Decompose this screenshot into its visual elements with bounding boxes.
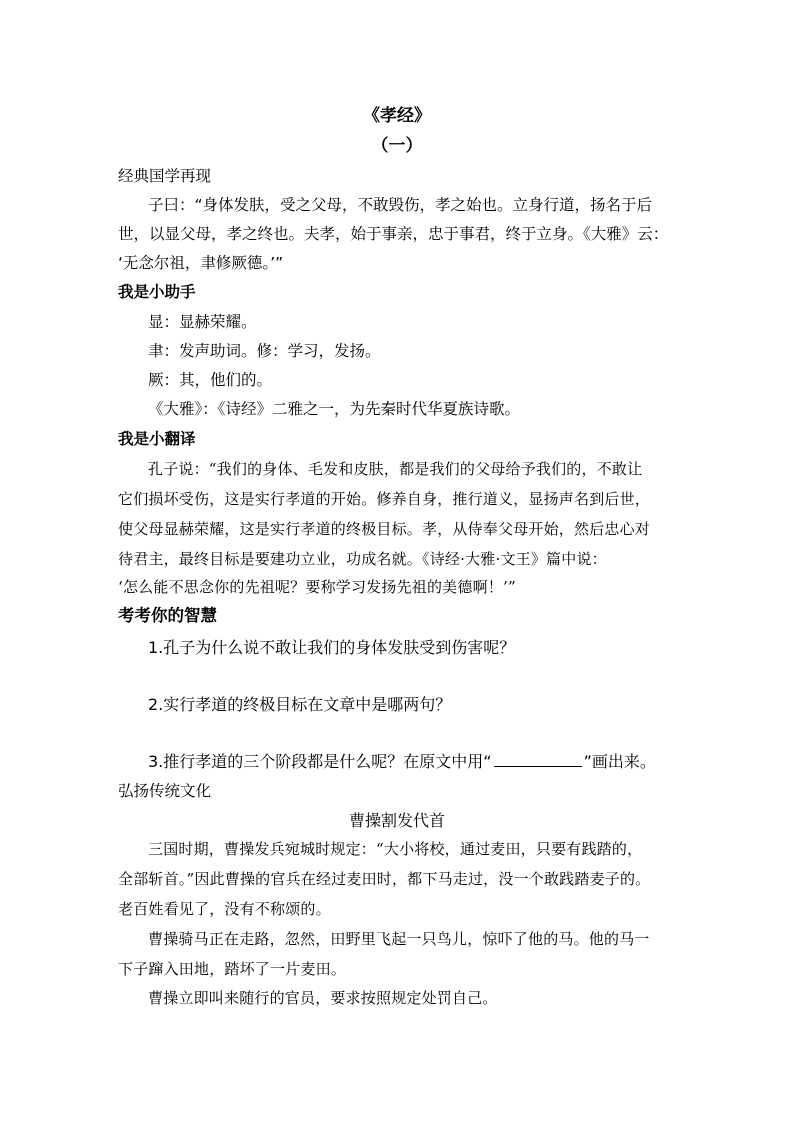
story-line: 三国时期，曹操发兵宛城时规定：“大小将校，通过麦田，只要有践踏的， bbox=[148, 840, 643, 858]
translation-line: 使父母显赫荣耀，这是实行孝道的终极目标。孝，从侍奉父母开始，然后忠心对 bbox=[118, 520, 651, 538]
story-line: 曹操骑马正在走路，忽然，田野里飞起一只鸟儿，惊吓了他的马。他的马一 bbox=[148, 930, 650, 948]
answer-blank[interactable] bbox=[494, 752, 582, 767]
section-heading-translation: 我是小翻译 bbox=[118, 430, 196, 448]
annotation-item: 聿：发声助词。修：学习，发扬。 bbox=[148, 342, 381, 360]
story-line: 下子蹿入田地，踏坏了一片麦田。 bbox=[118, 960, 347, 978]
story-line: 全部斩首。”因此曹操的官兵在经过麦田时，都下马走过，没一个敢践踏麦子的。 bbox=[118, 870, 651, 888]
quiz-question-2: 2.实行孝道的终极目标在文章中是哪两句？ bbox=[148, 695, 452, 714]
classic-text-line: 子曰：“身体发肤，受之父母，不敢毁伤，孝之始也。立身行道，扬名于后 bbox=[148, 196, 653, 214]
section-heading-helper: 我是小助手 bbox=[118, 283, 196, 301]
quiz-question-3-text: 3.推行孝道的三个阶段都是什么呢？在原文中用“ bbox=[148, 752, 492, 771]
quiz-question-3-tail: ”画出来。 bbox=[583, 752, 656, 771]
story-line: 老百姓看见了，没有不称颂的。 bbox=[118, 900, 331, 918]
translation-line: 待君主，最终目标是要建功立业，功成名就。《诗经·大雅·文王》篇中说： bbox=[118, 550, 607, 568]
annotation-item: 厥：其，他们的。 bbox=[148, 371, 273, 389]
annotation-item: 《大雅》：《诗经》二雅之一，为先秦时代华夏族诗歌。 bbox=[148, 400, 521, 418]
classic-text-line: ‘无念尔祖，聿修厥德。’” bbox=[118, 254, 284, 272]
story-line: 曹操立即叫来随行的官员，要求按照规定处罚自己。 bbox=[148, 989, 498, 1007]
section-heading-quiz: 考考你的智慧 bbox=[118, 606, 217, 625]
translation-line: 孔子说：“我们的身体、毛发和皮肤，都是我们的父母给予我们的，不敢让 bbox=[148, 460, 643, 478]
translation-line: 它们损坏受伤，这是实行孝道的开始。修养自身，推行道义，显扬声名到后世， bbox=[118, 490, 651, 508]
quiz-question-1: 1.孔子为什么说不敢让我们的身体发肤受到伤害呢？ bbox=[148, 638, 516, 657]
translation-line: ‘怎么能不思念你的先祖呢？要称学习发扬先祖的美德啊！’” bbox=[118, 578, 516, 596]
document-title: 《孝经》 bbox=[363, 106, 431, 126]
quiz-question-3 bbox=[148, 749, 708, 772]
section-heading-classic: 经典国学再现 bbox=[118, 167, 212, 185]
story-title: 曹操割发代首 bbox=[348, 811, 445, 830]
document-subtitle: （一） bbox=[371, 136, 423, 156]
section-heading-culture: 弘扬传统文化 bbox=[118, 782, 212, 800]
classic-text-line: 世，以显父母，孝之终也。夫孝，始于事亲，忠于事君，终于立身。《大雅》云： bbox=[118, 225, 669, 243]
annotation-item: 显：显赫荣耀。 bbox=[148, 313, 257, 331]
